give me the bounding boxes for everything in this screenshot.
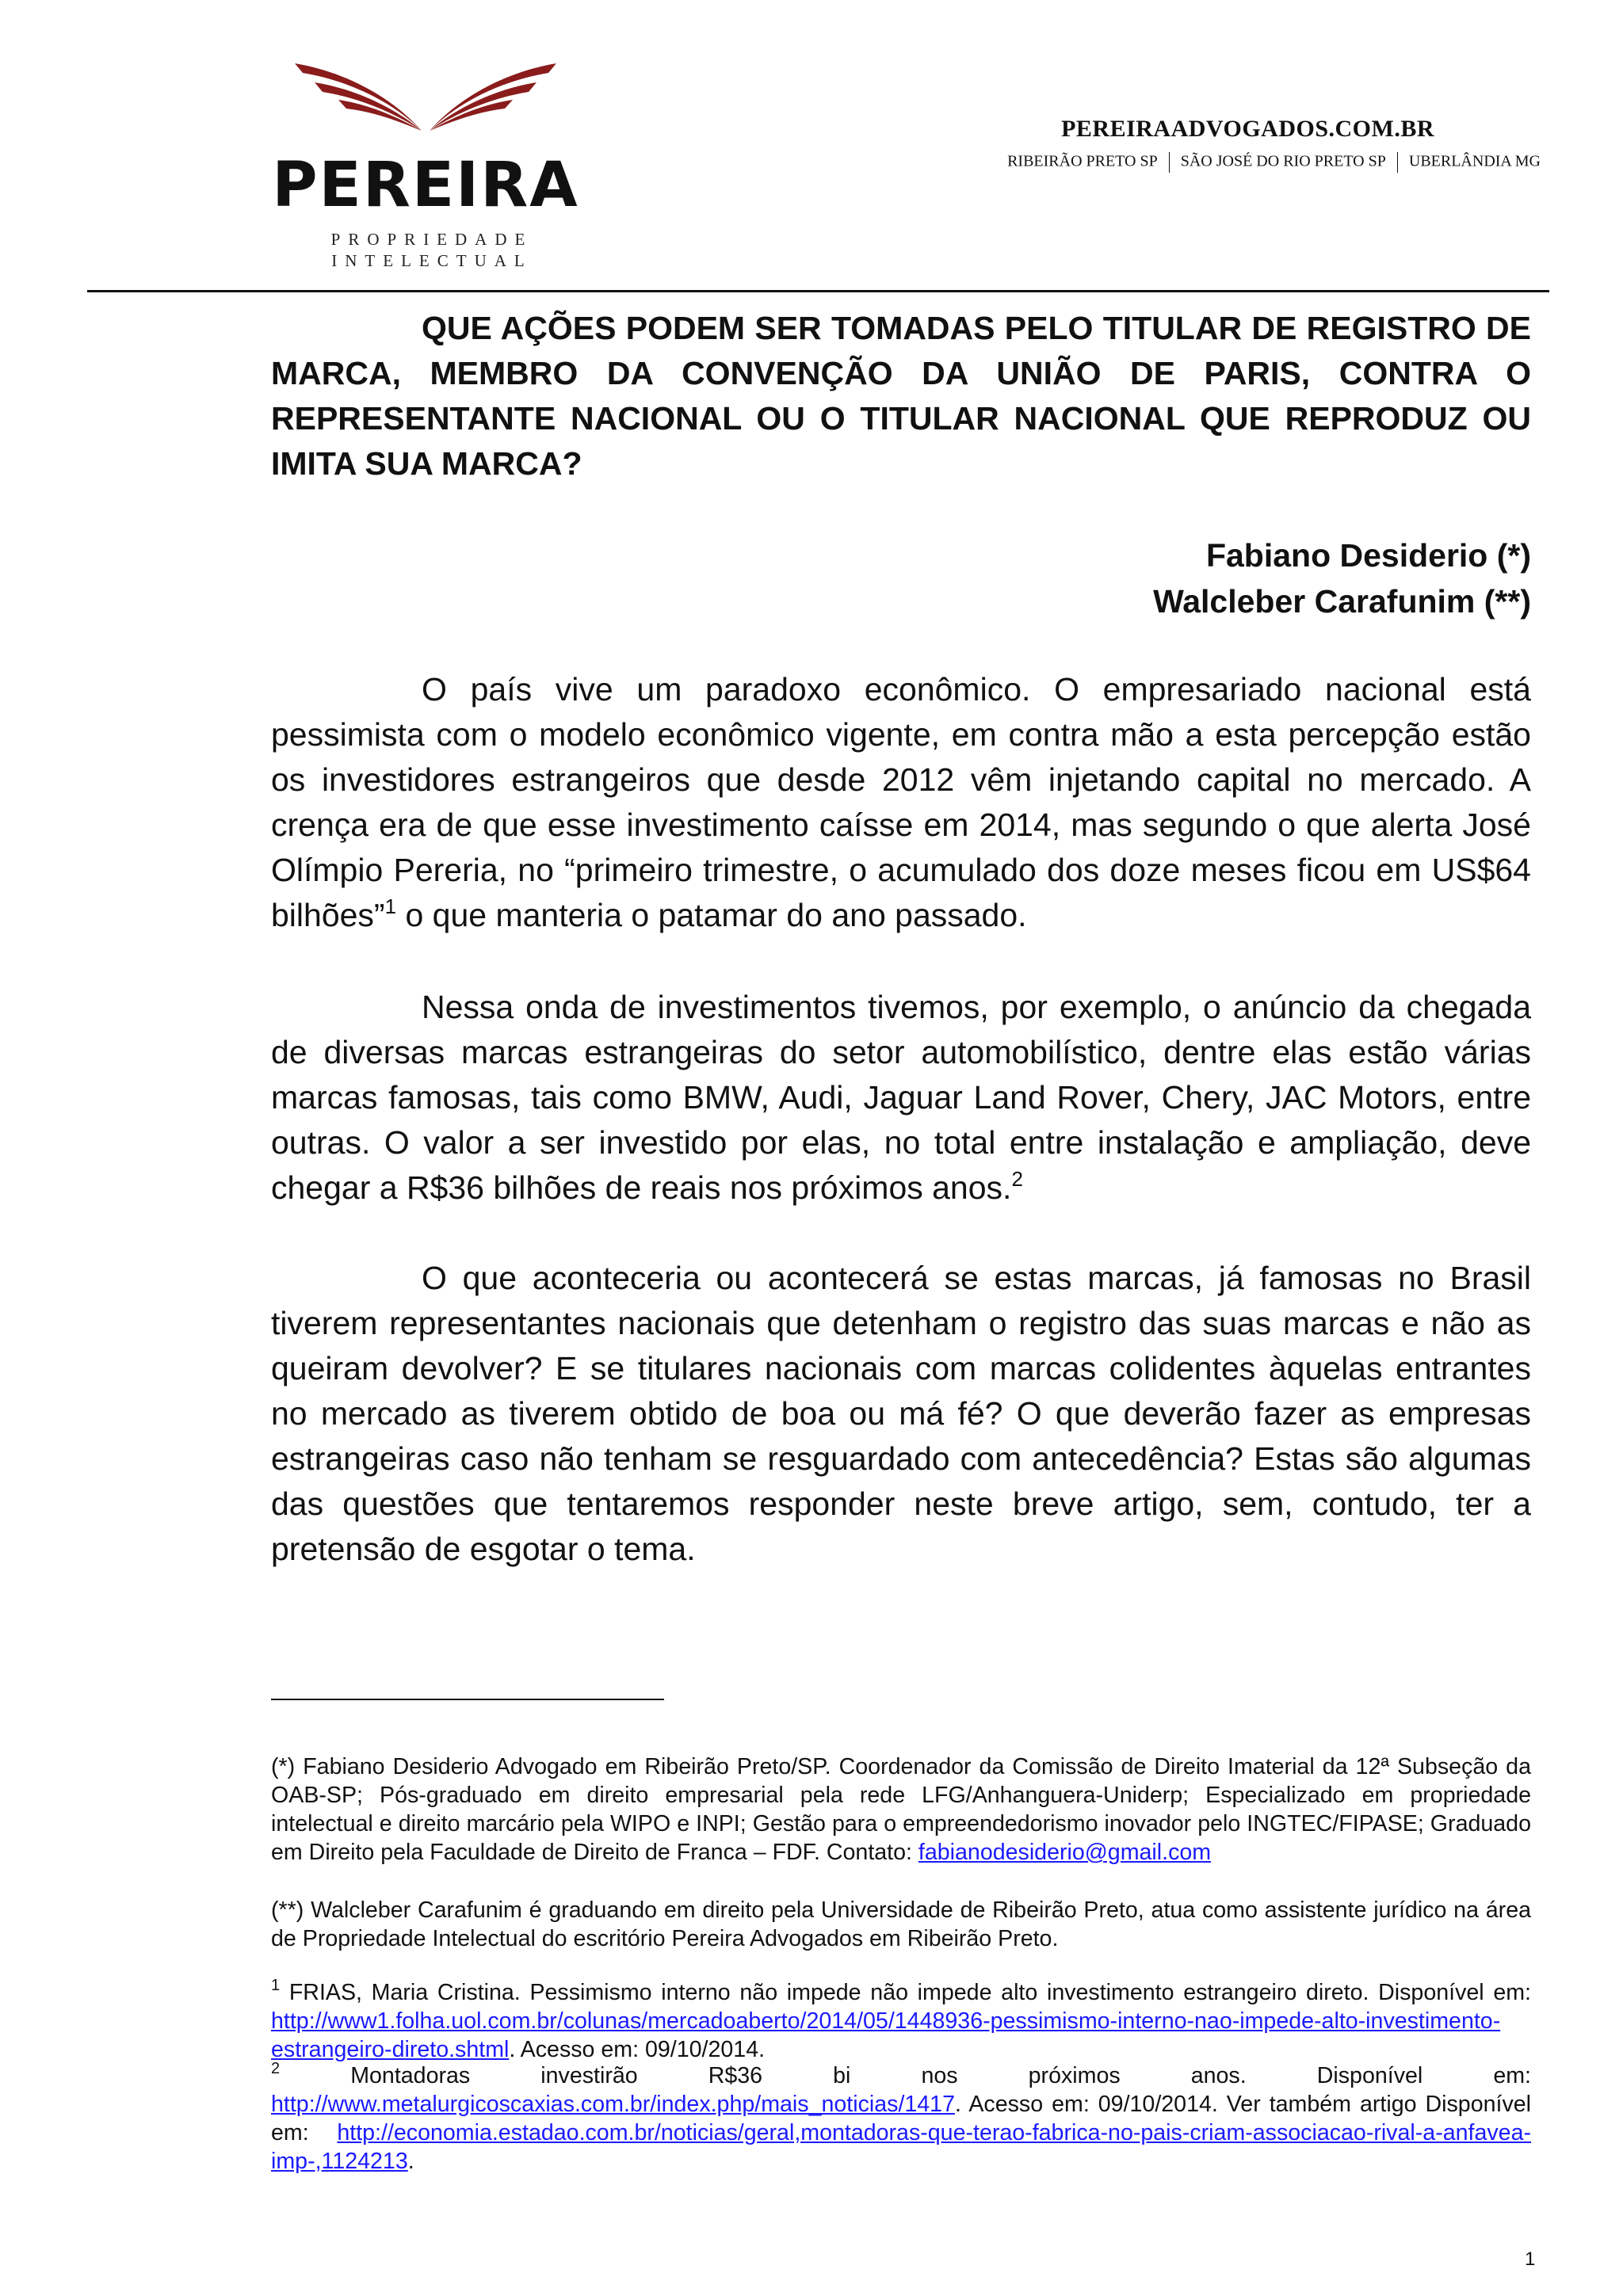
author-2: Walcleber Carafunim (**)	[1153, 583, 1531, 620]
divider	[1169, 152, 1170, 173]
email-link[interactable]: fabianodesiderio@gmail.com	[918, 1840, 1212, 1865]
footnote-author-2: (**) Walcleber Carafunim é graduando em direito pela Universidade de Ribeirão Preto, atua como assistente jurídico na área de Propriedade Intelectual do escritório Pereira Advogados em Ribeirão Preto.	[271, 1897, 1531, 1951]
divider	[1397, 152, 1398, 173]
logo-wordmark: PEREIRA	[272, 150, 579, 221]
firm-logo	[255, 55, 596, 277]
footnote-ref-2[interactable]: 2	[1011, 1167, 1023, 1191]
city-3: UBERLÂNDIA MG	[1408, 152, 1541, 170]
footnote-2-link-2[interactable]: http://economia.estadao.com.br/noticias/geral,montadoras-que-terao-fabrica-no-pais-criam-associacao-rival-a-anfavea-imp-,1124213	[271, 2120, 1531, 2174]
city-2: SÃO JOSÉ DO RIO PRETO SP	[1180, 152, 1386, 170]
authors	[1153, 532, 1531, 624]
city-1: RIBEIRÃO PRETO SP	[1007, 152, 1158, 170]
footnote-2-link-1[interactable]: http://www.metalurgicoscaxias.com.br/index.php/mais_noticias/1417	[271, 2092, 955, 2117]
logo-tagline-1: PROPRIEDADE	[330, 230, 533, 249]
header-rule	[87, 290, 1549, 292]
author-1: Fabiano Desiderio (*)	[1205, 537, 1531, 574]
paragraph-2: Nessa onda de investimentos tivemos, por exemplo, o anúncio da chegada de diversas marcas estrangeiras do setor automobilístico, dentre elas estão várias marcas famosas, tais como BMW, Audi, Jaguar Land Rover, Chery, JAC Motors, entre outras. O valor a ser investido por elas, no total entre instalação e ampliação, deve chegar a R$36 bilhões de reais nos próximos anos.$^2$	[271, 989, 1531, 1206]
footnote-author-1: (*) Fabiano Desiderio Advogado em Ribeirão Preto/SP. Coordenador da Comissão de Direito Imaterial da 12ª Subseção da OAB-SP; Pós-graduado em direito empresarial pela rede LFG/Anhanguera-Uniderp; Especializado em propriedade intelectual e direito marcário pela WIPO e INPI; Gestão para o empreendedorismo inovador pelo INGTEC/FIPASE; Graduado em Direito pela Faculdade de Direito de Franca – FDF. Contato: fabianodesiderio@gmail.com	[271, 1754, 1531, 1865]
footnote-ref-1[interactable]: 1	[384, 894, 397, 918]
footnote-1: $^1$ FRIAS, Maria Cristina. Pessimismo interno não impede não impede alto investimento estrangeiro direto. Disponível em: http://www1.folha.uol.com.br/colunas/mercadoaberto/2014/05/1448936-pessimismo-interno-nao-impede-alto-investimento-estrangeiro-direto.shtml. Acesso em: 09/10/2014.	[271, 1977, 1531, 2062]
footnote-rule	[271, 1699, 664, 1700]
office-cities	[1007, 152, 1541, 173]
paragraph-1: O país vive um paradoxo econômico. O empresariado nacional está pessimista com o modelo econômico vigente, em contra mão a esta percepção estão os investidores estrangeiros que desde 2012 vêm injetando capital no mercado. A crença era de que esse investimento caísse em 2014, mas segundo o que alerta José Olímpio Pereria, no “primeiro trimestre, o acumulado dos doze meses ficou em US$64 bilhões”$^1$ o que manteria o patamar do ano passado.	[271, 671, 1531, 933]
open-book-icon	[295, 55, 556, 143]
paragraph-3: O que aconteceria ou acontecerá se estas marcas, já famosas no Brasil tiverem representantes nacionais que detenham o registro das suas marcas e não as queiram devolver? E se titulares nacionais com marcas colidentes àquelas entrantes no mercado as tiverem obtido de boa ou má fé? O que deverão fazer as empresas estrangeiras caso não tenham se resguardado com antecedência? Estas são algumas das questões que tentaremos responder neste breve artigo, sem, contudo, ter a pretensão de esgotar o tema.	[271, 1260, 1531, 1567]
page-number: 1	[1525, 2248, 1536, 2270]
website-link[interactable]: PEREIRAADVOGADOS.COM.BR	[1061, 116, 1434, 142]
logo-tagline-2: INTELECTUAL	[331, 251, 533, 270]
footnote-2: $^2$ Montadoras investirão R$36 bi nos próximos anos. Disponível em: http://www.metalurgicoscaxias.com.br/index.php/mais_noticias/1417. Acesso em: 09/10/2014. Ver também artigo Disponível em: http://economia.estadao.com.br/noticias/geral,montadoras-que-terao-fabrica-no-pais-criam-associacao-rival-a-anfavea-imp-,1124213.	[271, 2060, 1531, 2174]
article-title	[271, 306, 1531, 486]
footnote-1-link[interactable]: http://www1.folha.uol.com.br/colunas/mercadoaberto/2014/05/1448936-pessimismo-interno-nao-impede-alto-investimento-estrangeiro-direto.shtml	[271, 2008, 1501, 2062]
article-title-text: QUE AÇÕES PODEM SER TOMADAS PELO TITULAR DE REGISTRO DE MARCA, MEMBRO DA CONVENÇÃO DA UNIÃO DE PARIS, CONTRA O REPRESENTANTE NACIONAL OU O TITULAR NACIONAL QUE REPRODUZ OU IMITA SUA MARCA?	[271, 310, 1531, 482]
